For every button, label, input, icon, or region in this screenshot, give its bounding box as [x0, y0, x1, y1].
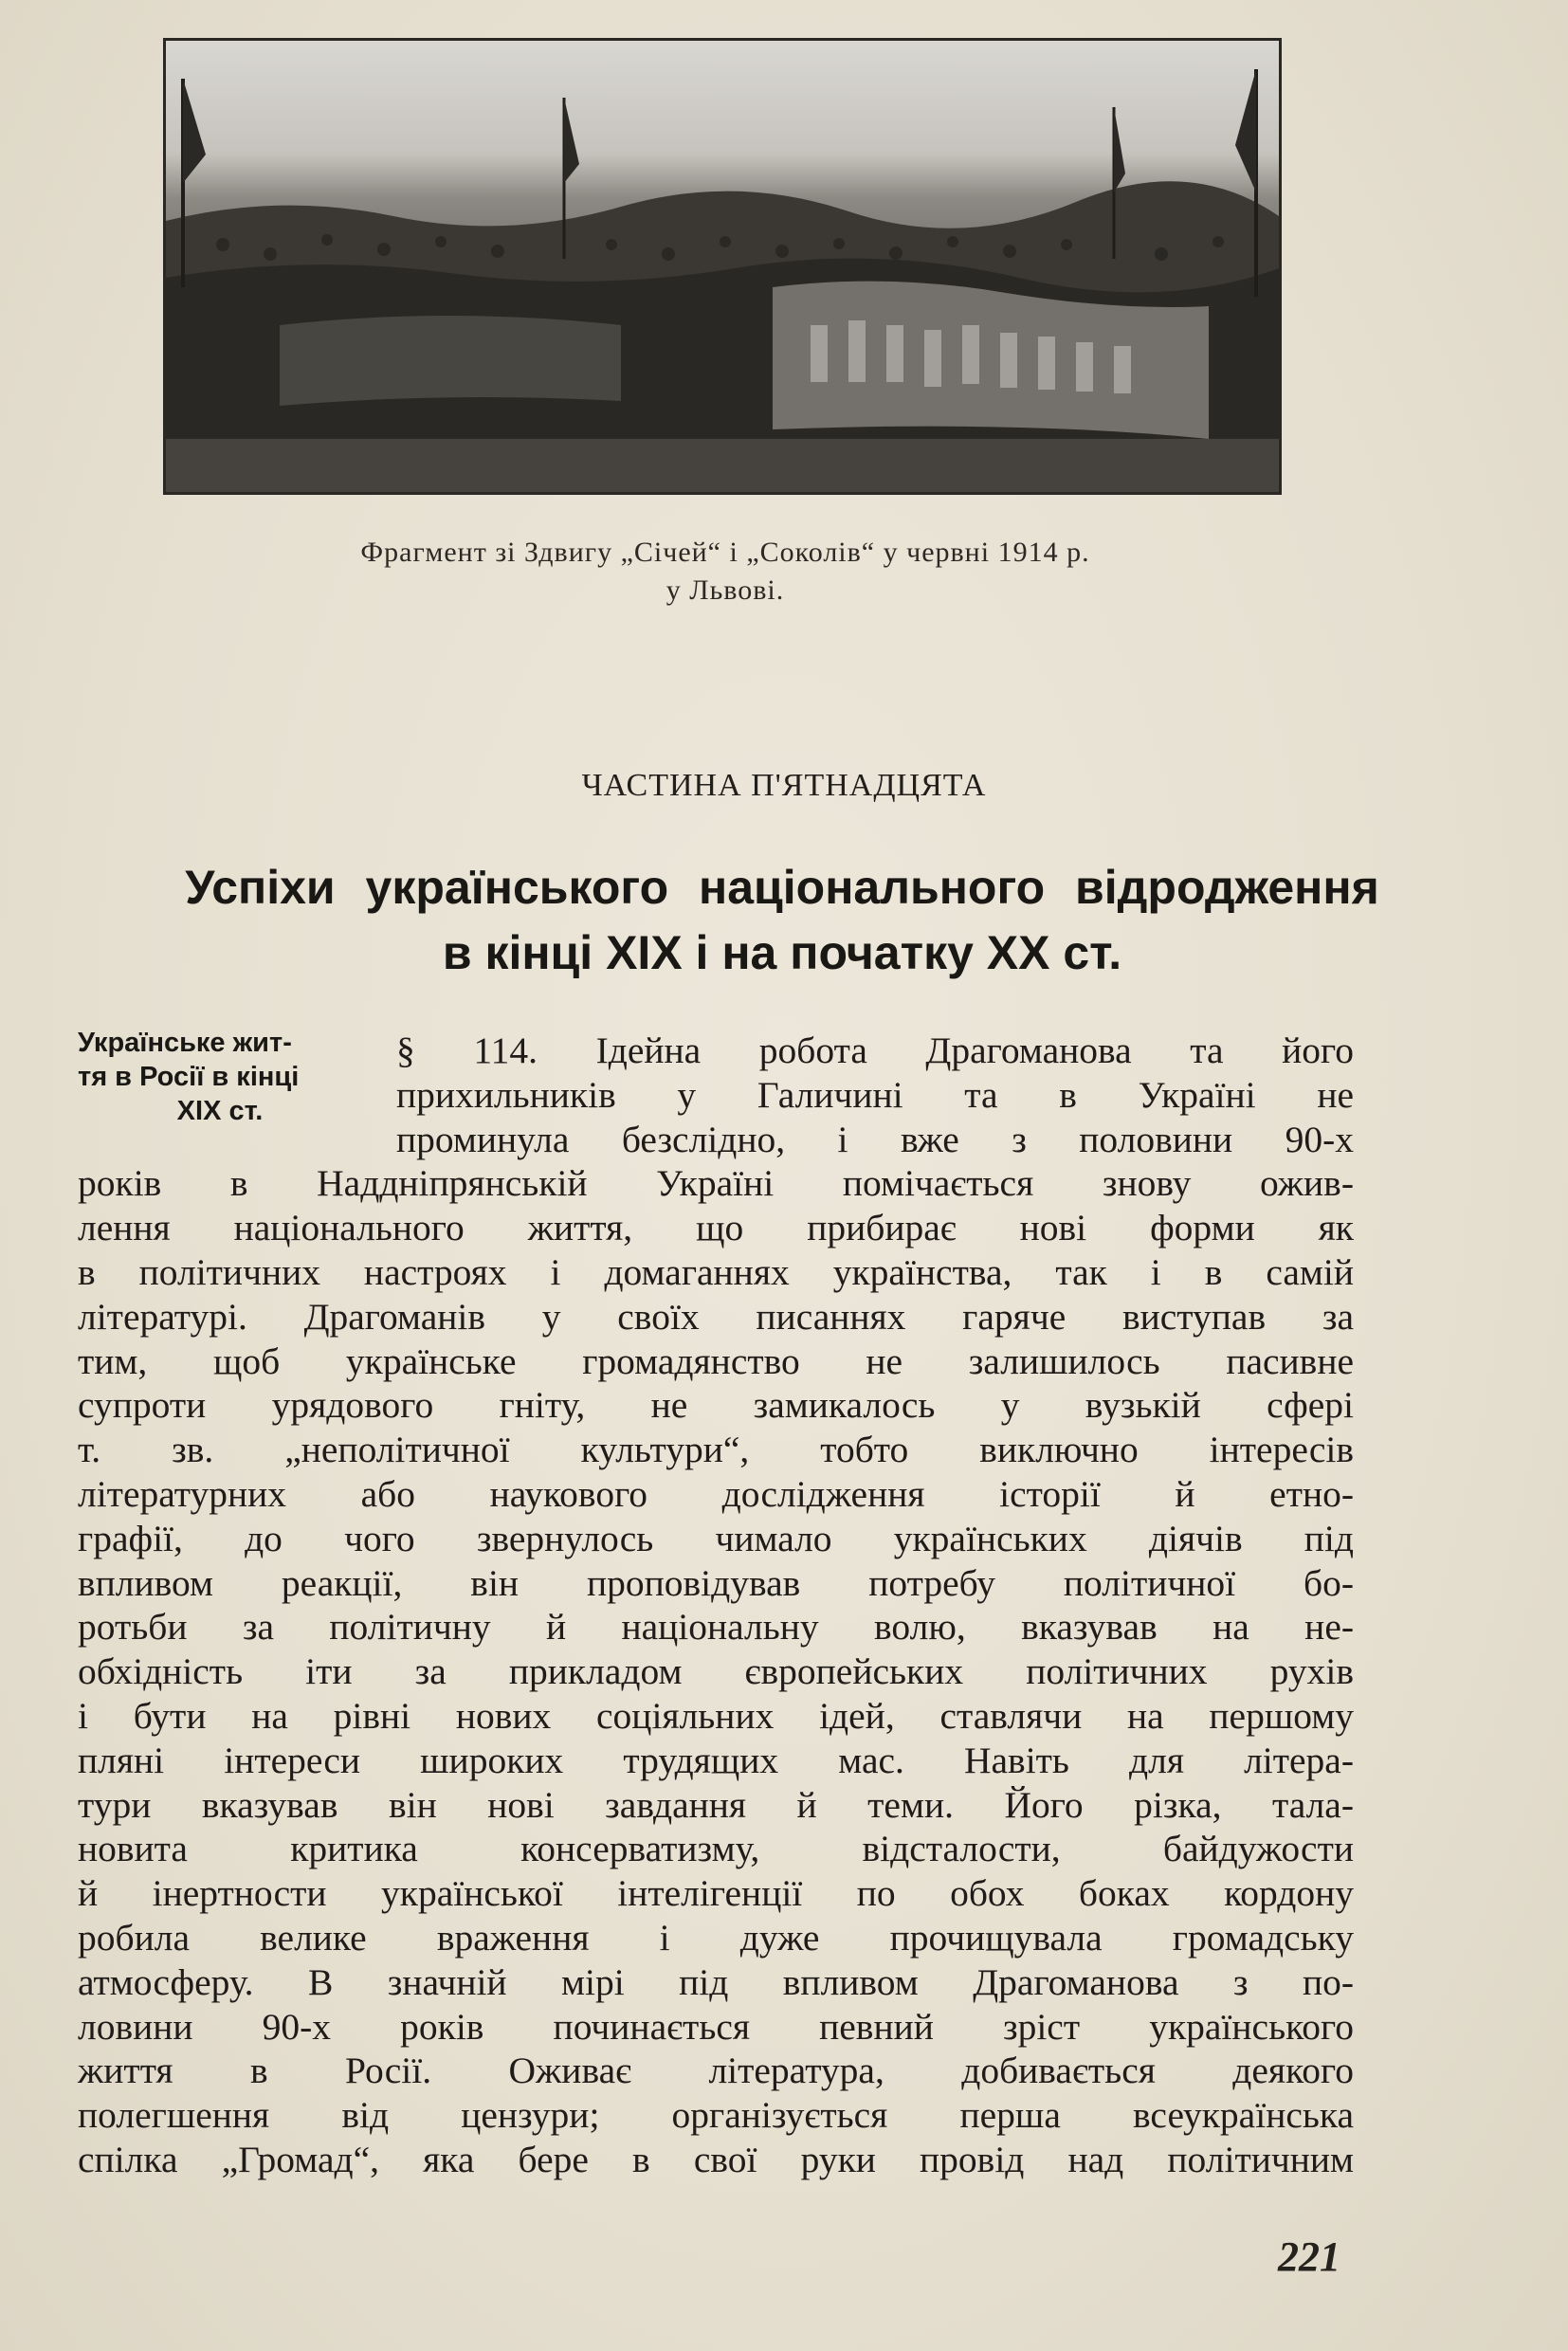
body-line: пляні інтереси широких трудящих мас. Навіть для літера- — [78, 1740, 1354, 1781]
body-line: в політичних настроях і домаганнях українства, так і в самій — [78, 1251, 1354, 1293]
body-line: і бути на рівні нових соціяльних ідей, ставлячи на першому — [78, 1695, 1354, 1737]
photo-caption-line1: Фрагмент зі Здвигу „Січей“ і „Соколів“ у червні 1914 р. — [360, 537, 1090, 568]
body-line: спілка „Громад“, яка бере в свої руки провід над політичним — [78, 2139, 1354, 2180]
body-line: новита критика консерватизму, відсталости, байдужости — [78, 1828, 1354, 1869]
body-line: прихильників у Галичині та в Україні не — [396, 1074, 1354, 1116]
crowd-photograph — [163, 38, 1282, 495]
chapter-heading-line2: в кінці XIX і на початку XX ст. — [442, 926, 1122, 979]
body-line: літературних або наукового дослідження історії й етно- — [78, 1473, 1354, 1515]
body-line: життя в Росії. Оживає література, добивається деякого — [78, 2050, 1354, 2091]
body-line: обхідність іти за прикладом європейських політичних рухів — [78, 1650, 1354, 1692]
body-line: й інертности української інтелігенції по обох боках кордону — [78, 1872, 1354, 1914]
body-line: ротьби за політичну й національну волю, вказував на не- — [78, 1606, 1354, 1648]
body-line: § 114. Ідейна робота Драгоманова та його — [396, 1030, 1354, 1071]
part-title: ЧАСТИНА П'ЯТНАДЦЯТА — [581, 768, 987, 803]
body-line: літературі. Драгоманів у своїх писаннях гаряче виступав за — [78, 1296, 1354, 1338]
body-line: ловини 90-х років починається певний зріст українського — [78, 2006, 1354, 2048]
body-line: лення національного життя, що прибирає нові форми як — [78, 1207, 1354, 1248]
body-line: років в Наддніпрянській Україні помічається знову ожив- — [78, 1162, 1354, 1204]
body-line: полегшення від цензури; організується перша всеукраїнська — [78, 2094, 1354, 2136]
photo-caption-line2: у Львові. — [665, 574, 785, 606]
crowd-photo-illustration — [166, 41, 1279, 492]
body-line: робила велике враження і дуже прочищувала громадську — [78, 1917, 1354, 1959]
body-line: графії, до чого звернулось чимало українських діячів під — [78, 1518, 1354, 1559]
page-number: 221 — [1278, 2233, 1340, 2280]
sidenote-line2: тя в Росії в кінці — [78, 1062, 300, 1092]
body-line: впливом реакції, він проповідував потребу політичної бо- — [78, 1562, 1354, 1604]
sidenote-line1: Українське жит- — [78, 1028, 292, 1058]
body-line: тури вказував він нові завдання й теми. Його різка, тала- — [78, 1784, 1354, 1826]
body-line: тим, щоб українське громадянство не залишилось пасивне — [78, 1340, 1354, 1382]
body-line: т. зв. „неполітичної культури“, тобто виключно інтересів — [78, 1429, 1354, 1470]
chapter-heading-line1: Успіхи українського національного відродження — [185, 861, 1379, 914]
sidenote-line3: XIX ст. — [176, 1096, 264, 1126]
body-line: атмосферу. В значній мірі під впливом Драгоманова з по- — [78, 1961, 1354, 2003]
body-line: супроти урядового гніту, не замикалось у вузькій сфері — [78, 1384, 1354, 1426]
body-line: проминула безслідно, і вже з половини 90-х — [396, 1119, 1354, 1160]
margin-sidenote — [78, 1026, 372, 1128]
